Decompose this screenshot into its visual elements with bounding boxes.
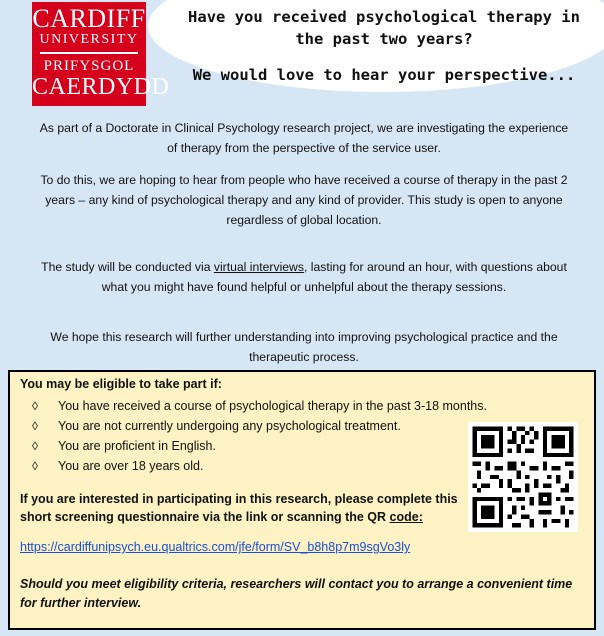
intro-paragraph-1: As part of a Doctorate in Clinical Psychology research project, we are investigating the experience of therapy from the perspective of the service user.	[39, 121, 569, 155]
intro-paragraph-3	[36, 257, 572, 297]
cta-text: If you are interested in participating in this research, please complete this short screening questionnaire via the link or scanning the QR	[20, 492, 458, 524]
intro-p3-after: , lasting for around an hour, with questions about what you might have found helpful or unhelpful about the therapy sessions.	[101, 260, 567, 294]
intro-paragraph-4: We hope this research will further understanding into improving psychological practice and the therapeutic process.	[50, 330, 558, 364]
questionnaire-link[interactable]: https://cardiffunipsych.eu.qualtrics.com/jfe/form/SV_b8h8p7m9sgVo3ly	[20, 540, 411, 554]
criteria-item	[32, 439, 216, 453]
logo-divider	[40, 52, 138, 54]
criteria-item	[32, 459, 203, 473]
eligibility-box	[8, 370, 596, 630]
qr-code-graphic	[468, 422, 578, 532]
cta-code-label: code:	[389, 510, 423, 524]
logo-line-caerdydd: CAERDYDD	[32, 74, 170, 100]
headline	[170, 6, 598, 86]
headline-question: Have you received psychological therapy in the past two years?	[188, 8, 580, 48]
call-to-action	[20, 490, 460, 526]
logo-line-cardiff: CARDIFF	[32, 4, 146, 33]
eligibility-title: You may be eligible to take part if:	[20, 377, 222, 391]
criteria-text: You are over 18 years old.	[58, 459, 204, 473]
headline-invite: We would love to hear your perspective...	[192, 66, 576, 84]
intro-p3-before: The study will be conducted via	[41, 260, 214, 274]
diamond-bullet-icon: ◊	[32, 399, 38, 413]
qr-code-icon[interactable]	[468, 422, 578, 532]
diamond-bullet-icon: ◊	[32, 439, 38, 453]
logo-line-prifysgol: PRIFYSGOL	[43, 58, 135, 74]
follow-up-note: Should you meet eligibility criteria, researchers will contact you to arrange a convenient time for further interview.	[20, 577, 573, 610]
diamond-bullet-icon: ◊	[32, 459, 38, 473]
cardiff-university-logo	[32, 2, 170, 106]
criteria-item	[32, 419, 401, 433]
criteria-text: You are proficient in English.	[58, 439, 216, 453]
criteria-text: You have received a course of psychological therapy in the past 3-18 months.	[58, 399, 487, 413]
diamond-bullet-icon: ◊	[32, 419, 38, 433]
criteria-item	[32, 399, 487, 413]
logo-line-university: UNIVERSITY	[39, 32, 139, 47]
criteria-text: You are not currently undergoing any psychological treatment.	[58, 419, 401, 433]
virtual-interviews-text: virtual interviews	[213, 260, 304, 274]
intro-paragraph-2: To do this, we are hoping to hear from people who have received a course of therapy in the past 2 years – any kind of psychological therapy and any kind of provider. This study is open to anyone regardless of global location.	[40, 173, 568, 227]
